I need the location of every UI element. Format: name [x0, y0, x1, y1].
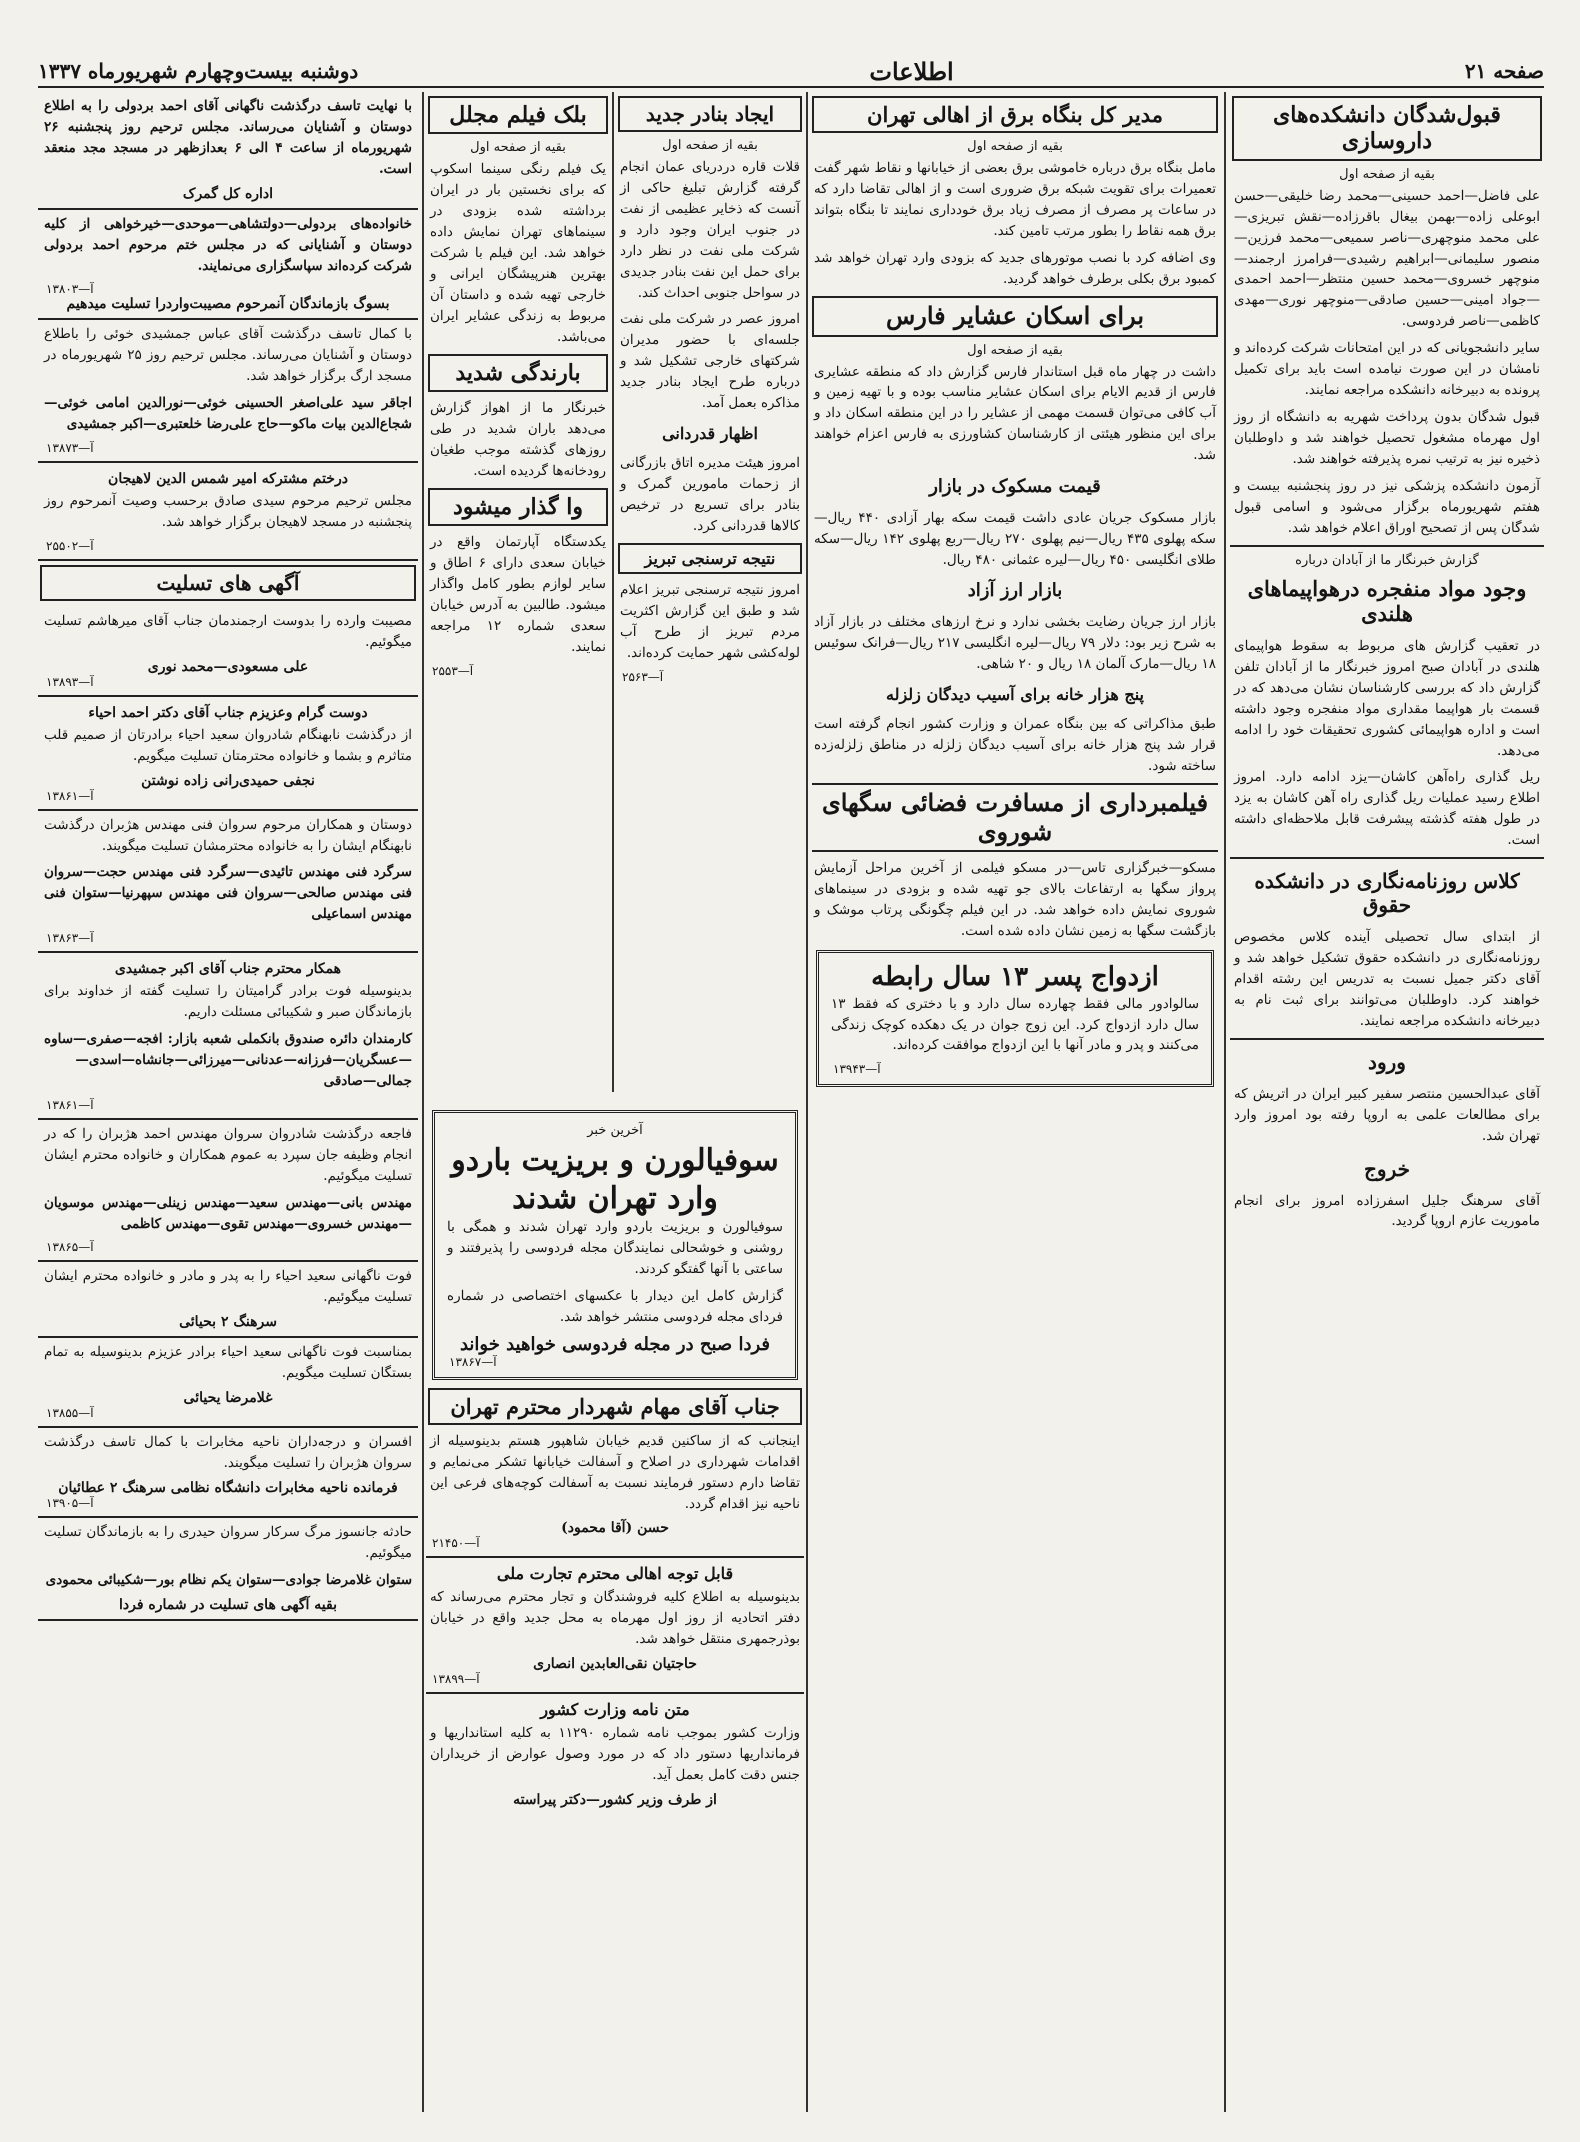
signature: فرمانده ناحیه مخابرات دانشگاه نظامی سرهنگ ۲ عطائیان: [58, 1479, 398, 1496]
notice-text: فاجعه درگذشت شادروان سروان مهندس احمد هژبران را که در انجام وظیفه جان سپرد به عموم همکاران و خانواده محترم ایشان تسلیت میگوئیم.: [44, 1125, 412, 1184]
article-text: بدینوسیله به اطلاع کلیه فروشندگان و تجار محترم می‌رساند که دفتر اتحادیه از روز اول مهرماه به محل جدید واقع در خیابان بوذرجمهری منتقل خواهد شد.: [430, 1589, 800, 1648]
signature: غلامرضا یحیائی: [183, 1390, 273, 1407]
signature: از طرف وزیر کشور—دکتر پیراسته: [513, 1792, 717, 1809]
condolence-notice: [38, 697, 418, 811]
article-text: اینجانب که از ساکنین قدیم خیابان شاهپور هستم بدینوسیله از اقدامات شهرداری در اصلاح و آسفالت خیابانها تشکر می‌نمایم و تقاضا دارم دستور فرمایند نسبت به آسفالت کوچه‌های فرعی این ناحیه نیز اقدام گردد.: [430, 1432, 800, 1512]
article-text: وی اضافه کرد با نصب موتورهای جدید که بزودی وارد تهران خواهد شد کمبود برق بکلی برطرف خواهد گردید.: [814, 249, 1216, 287]
article-text: مامل بنگاه برق درباره خاموشی برق بعضی از خیابانها و نقاط شهر گفت تعمیرات برای تقویت شبکه برق ضروری است و از اهالی تقاضا دارد که در ساعات پر مصرف از مصرف زیاد برق خودداری نمایند تا بنگاه بتواند برق همه نقاط را بطور مرتب تامین کند.: [814, 160, 1216, 239]
ad-number: آ—۱۳۸۵۵: [46, 1406, 94, 1421]
date-line: دوشنبه بیست‌وچهارم شهریورماه ۱۳۳۷: [38, 59, 359, 83]
column-rule: [806, 92, 808, 2112]
ad-number: آ—۱۳۸۶۱: [46, 788, 94, 803]
headline-mayor: جناب آقای مهام شهردار محترم تهران: [428, 1388, 802, 1425]
article-text: یکدستگاه آپارتمان واقع در خیابان سعدی دارای ۶ اطاق و سایر لوازم بطور کامل واگذار میشود. طالبین به آدرس خیابان سعدی شماره ۱۲ مراجعه نمایند.: [430, 534, 606, 655]
headline-coin-prices: قیمت مسکوک در بازار: [929, 476, 1101, 498]
ad-number: آ—۱۳۸۰۳: [46, 282, 94, 297]
headline-space-dogs: فیلمبرداری از مسافرت فضائی سگهای شوروی: [812, 783, 1218, 853]
headline-currency: بازار ارز آزاد: [967, 580, 1063, 602]
headline-new-ports: ایجاد بنادر جدید: [618, 96, 802, 132]
article-text: آقای عبدالحسین منتصر سفیر کبیر ایران در اتریش که برای مطالعات علمی به اروپا رفته بود امروز وارد تهران شد.: [1234, 1085, 1540, 1144]
article-text: بازار ارز جریان رضایت بخشی ندارد و نرخ ارزهای مختلف در بازار آزاد به شرح زیر بود: دلار ۷۹ ریال—لیره انگلیسی ۲۱۷ ریال—فرانک سوئیس ۱۸ ریال—مارک آلمان ۱۸ ریال و ۲۰ شاهی.: [814, 614, 1216, 672]
continued-note: بقیه از صفحه اول: [967, 139, 1063, 155]
box-headline: ازدواج پسر ۱۳ سال رابطه: [871, 962, 1159, 993]
ad-number: آ—۱۳۸۶۵: [46, 1240, 94, 1255]
condolence-notice: [38, 320, 418, 463]
notice-text: بدینوسیله فوت برادر گرامیتان را تسلیت گفته از خداوند برای بازماندگان صبر و شکیبائی مسئلت داریم.: [44, 983, 412, 1021]
signature: سرهنگ ۲ بحیائی: [179, 1314, 277, 1331]
headline-explosives: وجود مواد منفجره درهواپیماهای هلندی: [1247, 575, 1527, 626]
notice-text: حادثه جانسوز مرگ سرکار سروان حیدری را به بازماندگان تسلیت میگوئیم.: [44, 1523, 412, 1561]
column-center-left: [426, 92, 610, 1092]
headline-thanks: اظهار قدردانی: [662, 424, 758, 444]
article-text: در تعقیب گزارش های مربوط به سقوط هواپیمای هلندی در آبادان صبح امروز خبرنگار ما از آبادان تلفن گزارش داد که بررسی کارشناسان نشان می‌دهد که در قسمت بار هواپیما مقداری مواد منفجره وجود داشته است و اداره هواپیمائی کشوری تحقیقات خود را ادامه می‌دهد.: [1234, 637, 1540, 759]
box-text: گزارش کامل این دیدار با عکسهای اختصاصی در شماره فردای مجله فردوسی منتشر خواهد شد.: [447, 1287, 783, 1325]
headline-film: بلک فیلم مجلل: [428, 96, 608, 134]
article-text: امروز نتیجه ترسنجی تبریز اعلام شد و طبق این گزارش اکثریت مردم تبریز از طرح آب لوله‌کشی شهر حمایت کرده‌اند.: [620, 582, 800, 661]
masthead: [38, 56, 1544, 88]
box-text: سوفیالورن و بریزیت باردو وارد تهران شدند و همگی با روشنی و خوشحالی نمایندگان مجله فردوسی را پذیرفتند و ساعتی با آنها گفتگو کردند.: [447, 1219, 783, 1277]
divider: [1230, 545, 1544, 547]
notice-text: خانواده‌های بردولی—دولتشاهی—موحدی—خیرخواهی از کلیه دوستان و آشنایانی که در مجلس ختم مرحوم احمد بردولی شرکت کرده‌اند سپاسگزاری می‌نمایند.: [44, 215, 412, 274]
section-condolence-ads: آگهی های تسلیت: [40, 565, 416, 601]
condolence-notice: [38, 1428, 418, 1518]
article-text: از ابتدای سال تحصیلی آینده کلاس مخصوص روزنامه‌نگاری در دانشکده حقوق تشکیل خواهد شد و آقای دکتر جمیل نسبت به تدریس این رشته اقدام خواهند کرد. داوطلبان می‌توانند برای ثبت نام به دبیرخانه دانشکده مراجعه نمایند.: [1234, 929, 1540, 1029]
condolence-notice: [38, 1120, 418, 1263]
notice-title: درختم مشترکه امیر شمس الدین لاهیجان: [108, 471, 348, 488]
continued-note: بقیه از صفحه اول: [967, 342, 1063, 358]
column-center-right: [810, 92, 1220, 2122]
continued-note: بقیه از صفحه اول: [1339, 166, 1435, 182]
page-number: صفحه ۲۱: [1464, 59, 1544, 83]
article-text: بازار مسکوک جریان عادی داشت قیمت سکه بهار آزادی ۴۴۰ ریال—سکه پهلوی ۴۳۵ ریال—نیم پهلوی ۲۷۰ ریال—ربع پهلوی ۱۴۲ ریال—سکه طلای انگلیسی ۴۵۰ ریال—لیره عثمانی ۴۸۰ ریال.: [814, 509, 1217, 568]
ad-number: آ—۱۳۸۶۳: [46, 931, 94, 946]
article-text: سایر دانشجویانی که در این امتحانات شرکت کرده‌اند و نامشان در این صورت نیامده است باید برای تکمیل پرونده به دبیرخانه دانشکده مراجعه نمایند.: [1234, 340, 1540, 399]
ad-number: آ—۲۵۵۳: [432, 663, 474, 678]
headline-heavy-rain: بارندگی شدید: [428, 354, 608, 392]
continued-note: بقیه از صفحه اول: [662, 138, 758, 153]
column-rule: [612, 92, 614, 1092]
ad-number: آ—۱۳۹۰۵: [46, 1495, 94, 1510]
headline-pharmacy-admissions: قبول‌شدگان دانشکده‌های داروسازی: [1232, 96, 1542, 161]
notice-title: قابل توجه اهالی محترم تجارت ملی: [496, 1564, 734, 1584]
signature: بسوگ بازماندگان آنمرحوم مصیبت‌واردرا تسلیت میدهیم: [66, 296, 390, 313]
notice-text: مجلس ترحیم مرحوم سیدی صادق برحسب وصیت آنمرحوم روز پنجشنبه در مسجد لاهیجان برگزار خواهد شد.: [44, 493, 412, 530]
headline-journalism-class: کلاس روزنامه‌نگاری در دانشکده حقوق: [1254, 869, 1520, 918]
condolence-notice: [38, 1518, 418, 1621]
box-label: آخرین خبر: [587, 1123, 643, 1138]
article-text: وزارت کشور بموجب نامه شماره ۱۱۲۹۰ به کلیه استانداریها و فرمانداریها دستور داد که در مورد وصول عوارض از خریداران جنس دقت کامل بعمل آید.: [430, 1725, 801, 1784]
article-text: قبول شدگان بدون پرداخت شهریه به دانشگاه از روز اول مهرماه مشغول تحصیل خواهند شد و داوطلبان ذخیره نیز به ترتیب نمره پذیرفته خواهند شد.: [1234, 409, 1540, 467]
ad-number: آ—۲۵۶۳: [622, 669, 664, 684]
headline-departure: خروج: [1364, 1156, 1410, 1181]
notice-names: کارمندان دائره صندوق بانکملی شعبه بازار: افجه—صفری—ساوه—عسگریان—فرزانه—عدنانی—میرزائی—جانشاه—اسدی—جمالی—صادقی: [44, 1031, 412, 1089]
headline-arrival: ورود: [1368, 1049, 1406, 1074]
box-headline: وارد تهران شدند: [512, 1180, 718, 1216]
box-headline: سوفیالورن و بریزیت باردو: [451, 1143, 779, 1178]
ad-number: آ—۱۳۸۹۹: [432, 1672, 480, 1687]
headline-for-rent: وا گذار میشود: [428, 488, 608, 526]
condolence-notice: [38, 463, 418, 561]
notice-names: اجاقر سید علی‌اصغر الحسینی خوئی—نورالدین امامی خوئی—شجاع‌الدین بیات ماکو—حاج علی‌رضا خلعتبری—اکبر جمشیدی: [44, 395, 412, 433]
notice-text: مصیبت وارده را بدوست ارجمندمان جناب آقای میرهاشم تسلیت میگوئیم.: [44, 612, 412, 650]
condolence-notice: [38, 811, 418, 954]
headline-electricity: مدیر کل بنگاه برق از اهالی تهران: [812, 96, 1218, 133]
column-right: [1230, 92, 1544, 2122]
notice-names: مهندس بانی—مهندس سعید—مهندس زینلی—مهندس موسویان—مهندس خسروی—مهندس تقوی—مهندس کاظمی: [44, 1194, 412, 1232]
boxed-story: [816, 950, 1214, 1087]
ad-number: آ—۱۳۸۷۳: [46, 441, 94, 456]
continued-footer: بقیه آگهی های تسلیت در شماره فردا: [119, 1596, 337, 1613]
condolence-notice: [38, 1338, 418, 1428]
divider: [426, 1556, 804, 1558]
divider: [1230, 857, 1544, 859]
signature: اداره کل گمرک: [182, 185, 274, 202]
notice-text: بمناسبت فوت ناگهانی سعید احیاء برادر عزیزم بدینوسیله به تمام بستگان تسلیت میگویم.: [44, 1344, 412, 1382]
article-text: یک فیلم رنگی سینما اسکوپ که برای نخستین بار در ایران برداشته شده بزودی در سینماهای تهران نمایش داده خواهد شد. این فیلم با شرکت بهترین هنرپیشگان ایرانی و خارجی تهیه شده و داستان آن مربوط به زندگی عشایر ایران می‌باشد.: [430, 161, 606, 345]
condolence-notice: [38, 92, 418, 210]
notice-text: دوستان و همکاران مرحوم سروان فنی مهندس هژبران درگذشت نابهنگام ایشان را به خانواده محترمشان تسلیت میگویند.: [44, 816, 412, 854]
signature: علی مسعودی—محمد نوری: [147, 658, 309, 675]
article-text: طبق مذاکراتی که بین بنگاه عمران و وزارت کشور انجام گرفته است قرار شد پنج هزار خانه برای آسیب دیدگان زلزله در مناطق زلزله‌زده ساخته شود.: [814, 716, 1216, 774]
column-rule: [1224, 92, 1226, 2112]
divider: [426, 1692, 804, 1694]
notice-text: با کمال تاسف درگذشت آقای عباس جمشیدی خوئی را باطلاع دوستان و آشنایان می‌رساند. مجلس ترحیم روز ۲۵ شهریورماه در مسجد ارگ برگزار خواهد شد.: [44, 326, 412, 385]
notice-text: افسران و درجه‌داران ناحیه مخابرات با کمال تاسف درگذشت سروان هژبران را تسلیت میگویند.: [44, 1434, 412, 1472]
article-text: علی فاضل—احمد حسینی—محمد رضا خلیقی—حسن ابوعلی زاده—بهمن بیغال باقرزاده—نقش تبریزی—علی محمد منوچهری—ناصر سمیعی—محمد فرزین—منصور سلیمانی—ابراهیم رشیدی—فرامرز ارجمند—منوچهر خسروی—محمد حسین منتظر—احمد احمدی—جواد امینی—حسین صادقی—منوچهر نوری—مهدی کاظمی—ناصر فردوسی.: [1234, 187, 1540, 330]
notice-text: از درگذشت نابهنگام شادروان سعید احیاء برادرتان از صمیم قلب متاثرم و بشما و خانواده محترمتان تسلیت میگویم.: [44, 726, 412, 764]
notice-title: متن نامه وزارت کشور: [540, 1700, 690, 1720]
continued-note: بقیه از صفحه اول: [470, 140, 566, 156]
subheading: گزارش خبرنگار ما از آبادان درباره: [1295, 552, 1479, 568]
notice-names: ستوان غلامرضا جوادی—ستوان یکم نظام بور—شکیبائی محمودی: [45, 1571, 412, 1588]
article-text: آزمون دانشکده پزشکی نیز در روز پنجشنبه بیست و هفتم شهریورماه برگزار می‌شود و اسامی قبول شدگان پس از تصحیح اوراق اعلام خواهد شد.: [1234, 477, 1540, 536]
center-lower: [426, 1100, 804, 2120]
ad-number: آ—۱۳۸۶۱: [46, 1097, 94, 1112]
notice-names: سرگرد فنی مهندس تائیدی—سرگرد فنی مهندس حجت—سروان فنی مهندس صالحی—سروان فنی مهندس سپهرنیا—ستوان فنی مهندس اسماعیلی: [44, 864, 412, 923]
ad-number: آ—۱۳۸۹۳: [46, 674, 94, 689]
boxed-ad-news: [432, 1110, 798, 1380]
headline-earthquake-houses: پنج هزار خانه برای آسیب دیدگان زلزله: [885, 684, 1144, 704]
condolence-notice: [38, 953, 418, 1120]
ad-number: آ—۲۵۵۰۲: [46, 538, 94, 553]
notice-title: همکار محترم جناب آقای اکبر جمشیدی: [114, 961, 342, 978]
ad-number: آ—۱۳۹۴۳: [833, 1062, 881, 1077]
article-text: آقای سرهنگ جلیل اسفرزاده امروز برای انجام ماموریت عازم اروپا گردید.: [1234, 1192, 1540, 1230]
article-text: ریل گذاری راه‌آهن کاشان—یزد ادامه دارد. امروز اطلاع رسید عملیات ریل گذاری راه آهن کاشان به یزد در طول هفته گذشته پیشرفت قابل ملاحظه‌ای داشته است.: [1234, 769, 1540, 849]
divider: [1230, 1038, 1544, 1040]
notice-title: دوست گرام وعزیزم جناب آقای دکتر احمد احیاء: [88, 704, 368, 721]
column-rule: [422, 92, 424, 2112]
article-text: داشت در چهار ماه قبل استاندار فارس گزارش داد که منطقه عشایری فارس از قدیم الایام برای اسکان عشایر مناسب بوده و با تهیه زمین و آب کافی می‌توان قسمت مهمی از عشایر را در این منطقه اسکان داد و برای این منظور هیئتی از کارشناسان کشاورزی به فارس اعزام خواهند شد.: [814, 363, 1216, 464]
notice-text: با نهایت تاسف درگذشت ناگهانی آقای احمد بردولی را به اطلاع دوستان و آشنایان می‌رساند. مجلس ترحیم روز پنجشنبه ۲۶ شهریورماه از ساعت ۴ الی ۶ بعدازظهر در مسجد مجد منعقد است.: [44, 98, 412, 177]
signature: نجفی حمیدی‌رانی زاده نوشتن: [141, 772, 315, 789]
article-text: امروز هیئت مدیره اتاق بازرگانی از زحمات مامورین گمرک و بنادر برای تسریع در ترخیص کالاها قدردانی کرد.: [620, 455, 800, 535]
headline-nomads-fars: برای اسکان عشایر فارس: [812, 296, 1218, 337]
ad-number: آ—۱۳۸۶۷: [449, 1354, 497, 1369]
ad-number: آ—۲۱۴۵۰: [432, 1536, 480, 1551]
box-tagline: فردا صبح در مجله فردوسی خواهید خواند: [459, 1333, 771, 1355]
article-text: خبرنگار ما از اهواز گزارش می‌دهد باران شدید در طی روزهای گذشته موجب طغیان رودخانه‌ها گردیده است.: [430, 400, 606, 479]
signature: حسن (آقا محمود): [561, 1520, 669, 1537]
article-text: قلات قاره دردریای عمان انجام گرفته گزارش تبلیغ حاکی از آنست که ذخایر عظیمی از نفت در جنوب ایران وجود دارد و شرکت ملی نفت در نظر دارد برای حمل این نفت بنادر جدیدی در سواحل جنوبی احداث کند.: [620, 159, 800, 301]
headline-tabriz: نتیجه ترسنجی تبریز: [618, 543, 802, 574]
condolence-notice: [38, 1262, 418, 1338]
notice-text: فوت ناگهانی سعید احیاء را به پدر و مادر و خانواده محترم ایشان تسلیت میگوئیم.: [44, 1268, 412, 1306]
condolence-notice: [38, 210, 418, 321]
column-center: [616, 92, 804, 1092]
article-text: مسکو—خبرگزاری تاس—در مسکو فیلمی از آخرین مراحل آزمایش پرواز سگها به ارتفاعات بالای جو تهیه شده و بزودی در سینماهای شوروی نمایش داده خواهد شد. در این فیلم چگونگی پرتاب موشک و بازگشت سگها به زمین نشان داده شده است.: [814, 860, 1216, 940]
signature: حاجتیان نقی‌العابدین انصاری: [533, 1656, 697, 1673]
box-text: سالوادور مالی فقط چهارده سال دارد و با دختری که فقط ۱۳ سال دارد ازدواج کرد. این زوج جوان در یک دهکده کوچک زندگی می‌کنند و پدر و مادر آنها با این ازدواج موافقت کرده‌اند.: [831, 995, 1199, 1054]
article-text: امروز عصر در شرکت ملی نفت جلسه‌ای با حضور مدیران شرکتهای خارجی تشکیل شد و درباره طرح ایجاد بنادر جدید مذاکره بعمل آمد.: [620, 311, 800, 412]
condolence-notice: [38, 607, 418, 697]
paper-name: اطلاعات: [869, 56, 954, 86]
column-left-condolences: [38, 92, 418, 2122]
